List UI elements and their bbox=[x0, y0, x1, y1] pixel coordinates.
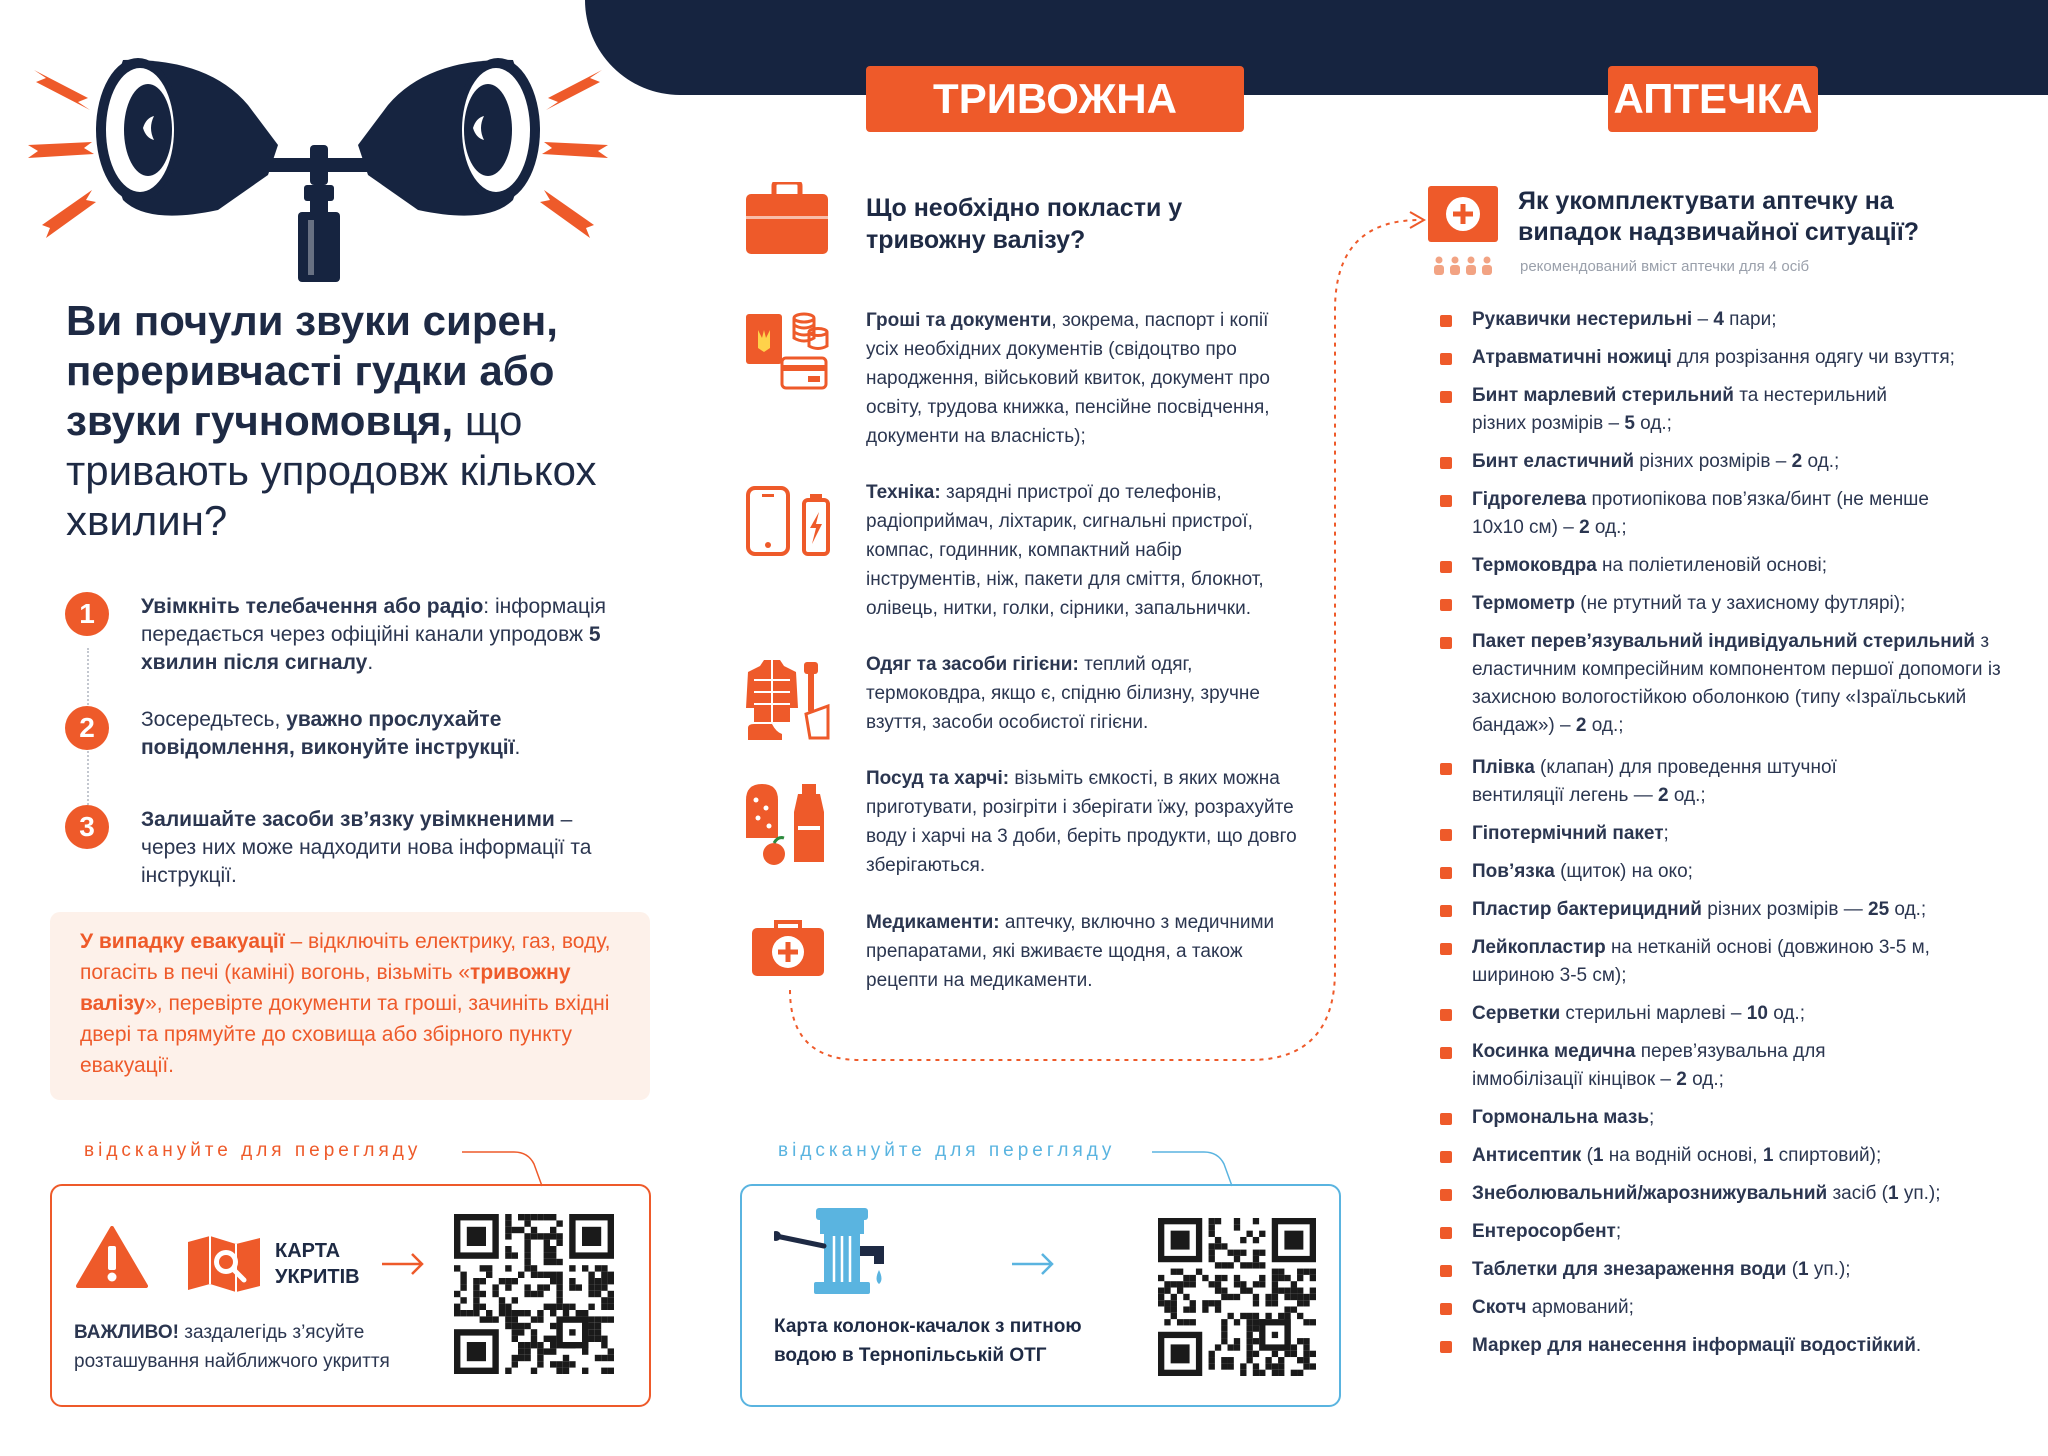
first-aid-list-item: Скотч армований; bbox=[1472, 1294, 1972, 1322]
step-number-1: 1 bbox=[65, 592, 109, 636]
list-bullet bbox=[1440, 353, 1452, 365]
first-aid-question: Як укомплектувати аптечку на випадок надзвичайної ситуації? bbox=[1518, 187, 1920, 246]
list-bullet bbox=[1440, 315, 1452, 327]
list-bullet bbox=[1440, 829, 1452, 841]
left-title bbox=[66, 296, 666, 546]
first-aid-list-item: Серветки стерильні марлеві – 10 од.; bbox=[1472, 1000, 1972, 1028]
first-aid-list-item: Гідрогелева протиопікова пов’язка/бинт (не менше 10х10 см) – 2 од.; bbox=[1472, 486, 1932, 542]
first-aid-list-item: Плівка (клапан) для проведення штучної вентиляції легень — 2 од.; bbox=[1472, 754, 1932, 810]
qr-code-icon[interactable] bbox=[1158, 1218, 1316, 1376]
list-bullet bbox=[1440, 943, 1452, 955]
suitcase-question: Що необхідно покласти у тривожну валізу? bbox=[866, 194, 1183, 254]
list-bullet bbox=[1440, 1265, 1452, 1277]
shelter-map-label[interactable]: КАРТА УКРИТІВ bbox=[275, 1240, 360, 1288]
scan-pointer-left bbox=[462, 1146, 550, 1188]
list-bullet bbox=[1440, 1303, 1452, 1315]
first-aid-list-item: Бинт марлевий стерильний та нестерильний різних розмірів – 5 од.; bbox=[1472, 382, 1932, 438]
list-bullet bbox=[1440, 457, 1452, 469]
step-number-2: 2 bbox=[65, 706, 109, 750]
list-bullet bbox=[1440, 495, 1452, 507]
first-aid-list-item: Ентеросорбент; bbox=[1472, 1218, 1972, 1246]
first-aid-list-item: Косинка медична перев’язувальна для іммобілізації кінцівок – 2 од.; bbox=[1472, 1038, 1932, 1094]
top-band bbox=[585, 0, 2048, 95]
suitcase-item-clothes: Одяг та засоби гігієни: теплий одяг, термоковдра, якщо є, спідню білизну, зручне взуття, засоби особистої гігієни. bbox=[866, 654, 1260, 733]
people-icon bbox=[1432, 256, 1496, 276]
first-aid-list-item: Антисептик (1 на водній основі, 1 спиртовий); bbox=[1472, 1142, 1972, 1170]
first-aid-list-item: Пакет перев’язувальний індивідуальний стерильний з еластичним компресійним компонентом першої допомоги із захисною вологостійкою оболонкою (типу «Ізраїльський бандаж») – 2 од.; bbox=[1472, 628, 2012, 740]
first-aid-kit-icon bbox=[1428, 186, 1498, 242]
title-bold: Ви почули звуки сирен, переривчасті гудки або звуки гучномовця, bbox=[66, 297, 558, 444]
list-bullet bbox=[1440, 1009, 1452, 1021]
suitcase-item-medicine: Медикаменти: аптечку, включно з медичними препаратами, які вживаєте щодня, а також рецепти на медикаменти. bbox=[866, 912, 1275, 991]
first-aid-list-item: Рукавички нестерильні – 4 пари; bbox=[1472, 306, 1972, 334]
map-search-icon bbox=[186, 1234, 262, 1292]
step-text-3: Залишайте засоби зв’язку увімкненими – через них може надходити нова інформації та інструкції. bbox=[141, 808, 592, 887]
first-aid-list-item: Пов’язка (щиток) на око; bbox=[1472, 858, 1972, 886]
first-aid-list-item: Таблетки для знезараження води (1 уп.); bbox=[1472, 1256, 1972, 1284]
suitcase-item-money-documents: Гроші та документи, зокрема, паспорт і копії усіх необхідних документів (свідоцтво про народження, військовий квиток, документ про освіту, трудова книжка, пенсійне посвідчення, документи на власність); bbox=[866, 310, 1270, 447]
first-aid-subtitle: рекомендований вміст аптечки для 4 осіб bbox=[1520, 258, 1810, 275]
suitcase-heading: ТРИВОЖНА ВАЛІЗА bbox=[866, 66, 1244, 132]
first-aid-list-item: Термометр (не ртутний та у захисному футлярі); bbox=[1472, 590, 2012, 618]
arrow-right-icon bbox=[380, 1252, 426, 1276]
step-text-1: Увімкніть телебачення або радіо: інформація передається через офіційні канали упродовж 5 хвилин після сигналу. bbox=[141, 595, 607, 674]
first-aid-heading: АПТЕЧКА bbox=[1608, 66, 1818, 132]
list-bullet bbox=[1440, 391, 1452, 403]
suitcase-item-food: Посуд та харчі: візьміть ємкості, в яких можна приготувати, розігріти і зберігати їжу, розрахуйте воду і харчі на 3 доби, беріть продукти, що довго зберігаються. bbox=[866, 768, 1297, 876]
list-bullet bbox=[1440, 1151, 1452, 1163]
siren-icon bbox=[28, 50, 608, 285]
step-text-2: Зосередьтесь, уважно прослухайте повідомлення, виконуйте інструкції. bbox=[141, 708, 521, 759]
scan-label-middle: відскануйте для перегляду bbox=[778, 1140, 1116, 1161]
list-bullet bbox=[1440, 1113, 1452, 1125]
important-note: ВАЖЛИВО! заздалегідь з’ясуйте розташування найближчого укриття bbox=[74, 1322, 390, 1372]
first-aid-list-item: Гормональна мазь; bbox=[1472, 1104, 1972, 1132]
list-bullet bbox=[1440, 599, 1452, 611]
first-aid-list-item: Гіпотермічний пакет; bbox=[1472, 820, 1972, 848]
list-bullet bbox=[1440, 763, 1452, 775]
first-aid-list-item: Лейкопластир на нетканій основі (довжиною 3-5 м, шириною 3-5 см); bbox=[1472, 934, 1972, 990]
water-pump-icon bbox=[774, 1200, 900, 1310]
qr-code-icon[interactable] bbox=[454, 1214, 614, 1374]
first-aid-list-item: Бинт еластичний різних розмірів – 2 од.; bbox=[1472, 448, 1972, 476]
first-aid-list-item: Знеболювальний/жарознижувальний засіб (1 уп.); bbox=[1472, 1180, 2012, 1208]
list-bullet bbox=[1440, 561, 1452, 573]
connector-line bbox=[780, 200, 1440, 1064]
suitcase-item-tech: Техніка: зарядні пристрої до телефонів, радіоприймач, ліхтарик, сигнальні пристрої, компас, годинник, компактний набір інструментів, ніж, пакети для сміття, блокнот, олівець, нитки, голки, сірники, запальнички. bbox=[866, 482, 1264, 619]
first-aid-list-item: Пластир бактерицидний різних розмірів — 25 од.; bbox=[1472, 896, 1972, 924]
first-aid-list-item: Маркер для нанесення інформації водостійкий. bbox=[1472, 1332, 2012, 1360]
list-bullet bbox=[1440, 1341, 1452, 1353]
step-number-3: 3 bbox=[65, 805, 109, 849]
list-bullet bbox=[1440, 1227, 1452, 1239]
first-aid-list-item: Атравматичні ножиці для розрізання одягу чи взуття; bbox=[1472, 344, 2012, 372]
arrow-right-icon bbox=[1010, 1252, 1056, 1276]
water-map-label[interactable]: Карта колонок-качалок з питною водою в Тернопільській ОТГ bbox=[774, 1316, 1082, 1366]
list-bullet bbox=[1440, 637, 1452, 649]
scan-label-left: відскануйте для перегляду bbox=[84, 1140, 422, 1161]
warning-icon bbox=[76, 1226, 148, 1288]
scan-pointer-middle bbox=[1152, 1146, 1240, 1188]
evacuation-text: У випадку евакуації – відключіть електрику, газ, воду, погасіть в печі (каміні) вогонь, візьміть «тривожну валізу», перевірте документи та гроші, зачиніть вхідні двері та прямуйте до сховища або збірного пункту евакуації. bbox=[80, 930, 611, 1077]
title-normal: що тривають упродовж кількох хвилин? bbox=[66, 397, 597, 544]
first-aid-list-item: Термоковдра на поліетиленовій основі; bbox=[1472, 552, 1972, 580]
list-bullet bbox=[1440, 1047, 1452, 1059]
list-bullet bbox=[1440, 867, 1452, 879]
list-bullet bbox=[1440, 1189, 1452, 1201]
list-bullet bbox=[1440, 905, 1452, 917]
